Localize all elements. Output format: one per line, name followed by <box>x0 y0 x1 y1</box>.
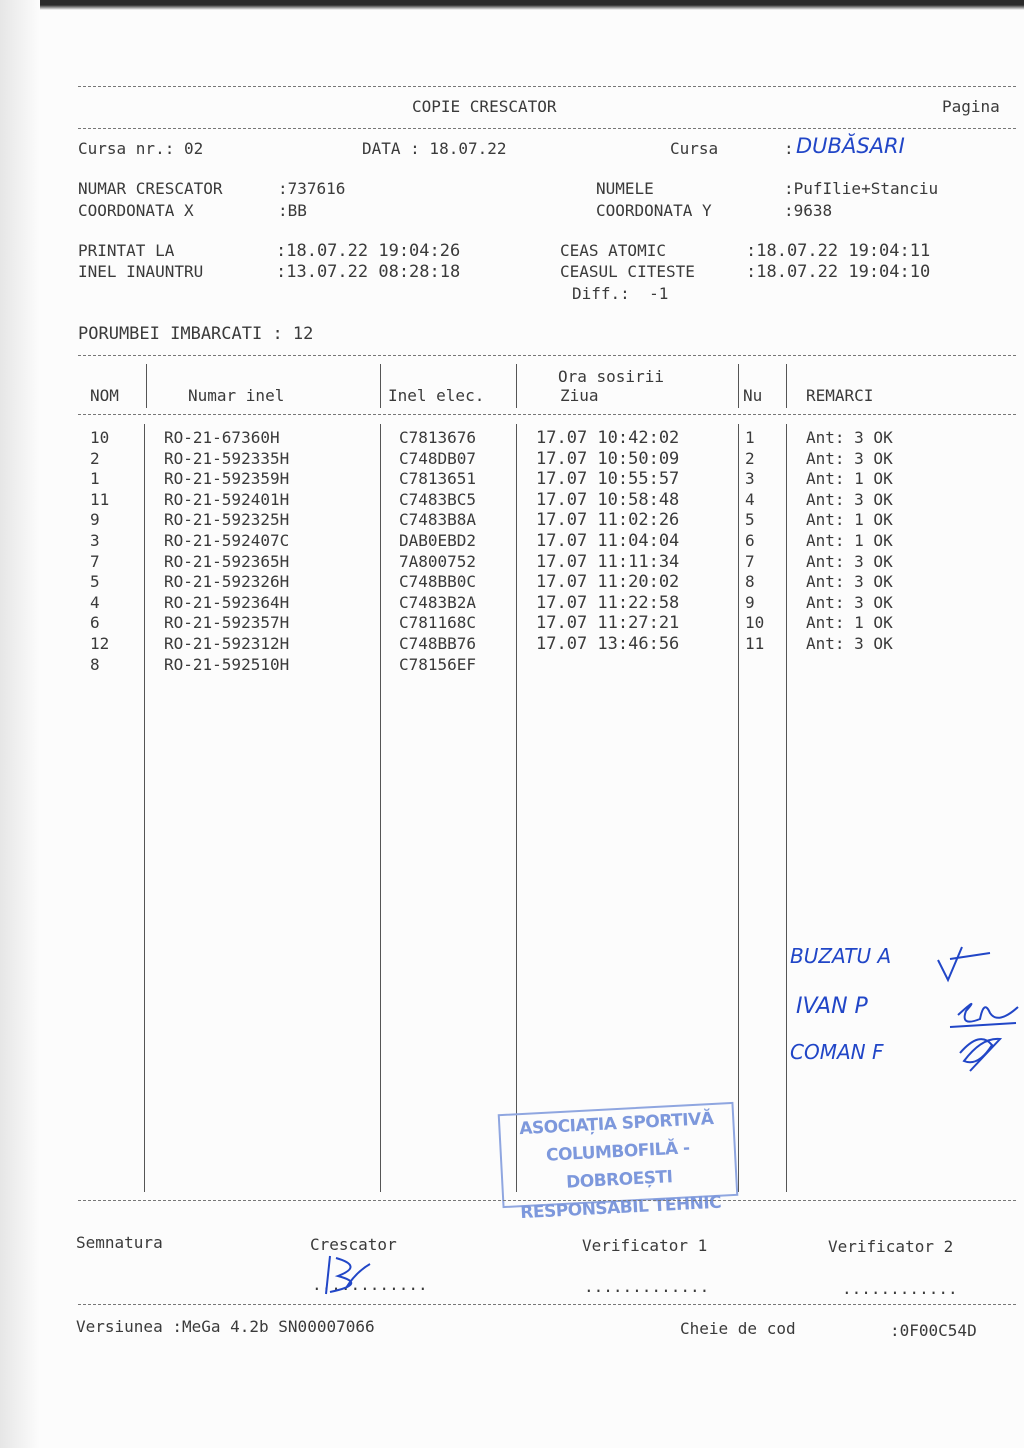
table-cell-arrival: 17.07 11:22:58 <box>536 592 680 613</box>
clock-reads-label: CEASUL CITESTE <box>560 262 695 281</box>
stamp-line: RESPONSABIL TEHNIC <box>519 1192 722 1224</box>
software-version: Versiunea :MeGa 4.2b SN00007066 <box>76 1317 375 1336</box>
stamp-line: ASOCIAȚIA SPORTIVĂ <box>518 1108 714 1140</box>
table-cell-remark: Ant: 3 OK <box>806 428 893 447</box>
table-cell-nu: 8 <box>745 572 755 592</box>
table-cell-remark: Ant: 3 OK <box>806 592 893 612</box>
table-cell-arrival: 17.07 11:02:26 <box>536 510 680 531</box>
stamp-line: COLUMBOFILĂ - DOBROEȘTI <box>545 1138 691 1193</box>
table-cell-nom: 6 <box>90 613 100 633</box>
table-cell-nom: 9 <box>90 510 100 530</box>
handwritten-name: IVAN P <box>796 994 868 1019</box>
table-cell-ring: RO-21-592359H <box>164 469 290 489</box>
key-code-label: Cheie de cod <box>680 1319 796 1338</box>
race-place-handwritten: DUBĂSARI <box>796 134 905 158</box>
coord-x-value: :BB <box>278 201 307 220</box>
table-cell-nu: 11 <box>745 633 765 653</box>
table-cell-elec: 7A800752 <box>399 551 477 571</box>
column-rule <box>516 364 517 408</box>
table-cell-remark: Ant: 3 OK <box>806 551 893 571</box>
table-cell-nu: 1 <box>745 428 755 447</box>
printed-at-label: PRINTAT LA <box>78 241 175 260</box>
breeder-number-value: :737616 <box>278 179 346 198</box>
table-cell-nu: 5 <box>745 510 755 530</box>
table-cell-ring: RO-21-67360H <box>164 428 280 447</box>
table-cell-elec: C7813676 <box>399 428 477 447</box>
atomic-clock-label: CEAS ATOMIC <box>560 241 666 260</box>
column-rule <box>516 424 517 1192</box>
scan-edge-top <box>0 0 1024 10</box>
table-cell-elec: C748DB07 <box>399 448 477 468</box>
table-cell-remark: Ant: 1 OK <box>806 613 893 633</box>
verifier-1-label: Verificator 1 <box>582 1236 708 1255</box>
table-cell-arrival: 17.07 11:27:21 <box>536 613 680 634</box>
table-cell-nu <box>745 655 764 676</box>
column-rule <box>786 424 787 1192</box>
clock-diff: Diff.: -1 <box>572 284 669 303</box>
col-header-nu: Nu <box>743 386 763 405</box>
page-label: Pagina <box>942 97 1000 116</box>
table-cell-ring: RO-21-592326H <box>164 572 290 592</box>
table-cell-ring: RO-21-592364H <box>164 592 290 612</box>
association-stamp <box>498 1102 739 1224</box>
table-cell-elec: C78156EF <box>399 654 477 674</box>
column-rule <box>144 424 145 1192</box>
document-title: COPIE CRESCATOR <box>412 97 557 116</box>
table-cell-arrival: 17.07 10:58:48 <box>536 489 680 510</box>
table-cell-remark <box>806 655 893 676</box>
table-cell-nu: 6 <box>745 530 755 550</box>
race-number: Cursa nr.: 02 <box>78 139 204 158</box>
table-cell-ring: RO-21-592510H <box>164 654 290 674</box>
table-cell-arrival: 17.07 11:11:34 <box>536 551 680 572</box>
table-cell-nom: 8 <box>90 654 100 674</box>
table-cell-nom: 12 <box>90 633 110 653</box>
table-cell-nom: 10 <box>90 428 110 447</box>
table-cell-ring: RO-21-592407C <box>164 530 290 550</box>
table-cell-arrival <box>536 655 679 676</box>
column-rule <box>738 424 739 1192</box>
table-cell-elec: C781168C <box>399 613 477 633</box>
printed-at-value: :18.07.22 19:04:26 <box>276 241 461 261</box>
breeder-name-label: NUMELE <box>596 179 654 198</box>
column-rule <box>786 364 787 408</box>
divider <box>78 355 1016 356</box>
table-cell-nu: 9 <box>745 592 755 612</box>
atomic-clock-value: :18.07.22 19:04:11 <box>746 241 931 261</box>
breeder-number-label: NUMAR CRESCATOR <box>78 179 223 198</box>
column-rule <box>380 424 381 1192</box>
table-cell-nom: 11 <box>90 489 110 509</box>
table-cell-nu: 7 <box>745 551 755 571</box>
table-cell-ring: RO-21-592325H <box>164 510 290 530</box>
table-cell-nom: 1 <box>90 469 100 489</box>
table-cell-elec: C748BB0C <box>399 572 477 592</box>
divider <box>78 128 1016 129</box>
verifier-2-label: Verificator 2 <box>828 1237 954 1256</box>
table-cell-nom: 2 <box>90 448 100 468</box>
signature-line: ............. <box>584 1277 710 1296</box>
divider <box>78 1200 1016 1201</box>
race-label: Cursa <box>670 139 719 158</box>
table-cell-ring: RO-21-592357H <box>164 613 290 633</box>
table-cell-nom: 4 <box>90 592 100 612</box>
table-cell-arrival: 17.07 10:50:09 <box>536 448 680 469</box>
table-cell-nu: 4 <box>745 489 755 509</box>
table-cell-elec: C7483B2A <box>399 592 477 612</box>
coord-y-value: :9638 <box>784 201 833 220</box>
table-cell-remark: Ant: 1 OK <box>806 530 893 550</box>
divider <box>78 1304 1016 1305</box>
col-header-elec: Inel elec. <box>388 386 485 405</box>
table-cell-remark: Ant: 1 OK <box>806 510 893 530</box>
table-cell-remark: Ant: 3 OK <box>806 633 893 653</box>
column-ring-number <box>164 428 289 675</box>
table-cell-arrival: 17.07 10:42:02 <box>536 428 680 448</box>
race-colon: : <box>784 139 794 158</box>
table-cell-elec: C7813651 <box>399 469 477 489</box>
column-electronic-ring <box>399 428 476 675</box>
key-code-value: :0F00C54D <box>890 1321 977 1340</box>
table-cell-remark: Ant: 3 OK <box>806 448 893 468</box>
table-cell-arrival: 17.07 11:04:04 <box>536 530 680 551</box>
column-rule <box>146 364 147 408</box>
table-cell-remark: Ant: 3 OK <box>806 489 893 509</box>
col-header-remarks: REMARCI <box>806 386 874 405</box>
verifier-signatures <box>920 935 1020 1075</box>
signature-line: ............ <box>842 1279 958 1298</box>
col-header-arrival-time: Ora sosirii <box>558 367 664 386</box>
handwritten-name: COMAN F <box>790 1040 884 1064</box>
breeder-signature <box>316 1252 386 1298</box>
ring-in-label: INEL INAUNTRU <box>78 262 204 281</box>
ring-in-value: :13.07.22 08:28:18 <box>276 262 461 282</box>
table-cell-elec: C7483BC5 <box>399 489 477 509</box>
table-cell-elec: DAB0EBD2 <box>399 530 477 550</box>
column-rule <box>380 364 381 408</box>
table-cell-remark: Ant: 3 OK <box>806 572 893 592</box>
handwritten-name: BUZATU A <box>790 944 892 968</box>
signature-label: Semnatura <box>76 1233 163 1252</box>
table-cell-nu: 2 <box>745 448 755 468</box>
table-cell-nu: 3 <box>745 469 755 489</box>
embarked-count: PORUMBEI IMBARCATI : 12 <box>78 324 314 344</box>
table-cell-remark: Ant: 1 OK <box>806 469 893 489</box>
table-cell-elec: C748BB76 <box>399 633 477 653</box>
table-cell-ring: RO-21-592365H <box>164 551 290 571</box>
table-cell-nu: 10 <box>745 613 765 633</box>
coord-y-label: COORDONATA Y <box>596 201 712 220</box>
coord-x-label: COORDONATA X <box>78 201 194 220</box>
table-cell-elec: C7483B8A <box>399 510 477 530</box>
col-header-nom: NOM <box>90 386 119 405</box>
col-header-day: Ziua <box>560 386 599 405</box>
column-arrival <box>536 428 679 675</box>
breeder-signature-label: Crescator <box>310 1235 397 1254</box>
clock-reads-value: :18.07.22 19:04:10 <box>746 262 931 282</box>
table-cell-ring: RO-21-592335H <box>164 448 290 468</box>
column-remarks <box>806 428 893 675</box>
divider <box>78 414 1016 415</box>
table-cell-arrival: 17.07 10:55:57 <box>536 469 680 490</box>
signature-line: ............ <box>312 1275 428 1294</box>
column-nu <box>745 428 764 675</box>
breeder-name-value: :PufIlie+Stanciu <box>784 179 939 198</box>
table-cell-nom: 5 <box>90 572 100 592</box>
column-rule <box>738 364 739 408</box>
table-cell-arrival: 17.07 11:20:02 <box>536 572 680 593</box>
table-cell-nom: 3 <box>90 530 100 550</box>
column-nom <box>90 428 109 675</box>
table-cell-ring: RO-21-592401H <box>164 489 290 509</box>
divider <box>78 86 1016 87</box>
table-cell-arrival: 17.07 13:46:56 <box>536 633 680 654</box>
table-cell-nom: 7 <box>90 551 100 571</box>
table-cell-ring: RO-21-592312H <box>164 633 290 653</box>
col-header-ring: Numar inel <box>188 386 285 405</box>
race-date: DATA : 18.07.22 <box>362 139 507 158</box>
scan-edge-left <box>0 0 40 1448</box>
